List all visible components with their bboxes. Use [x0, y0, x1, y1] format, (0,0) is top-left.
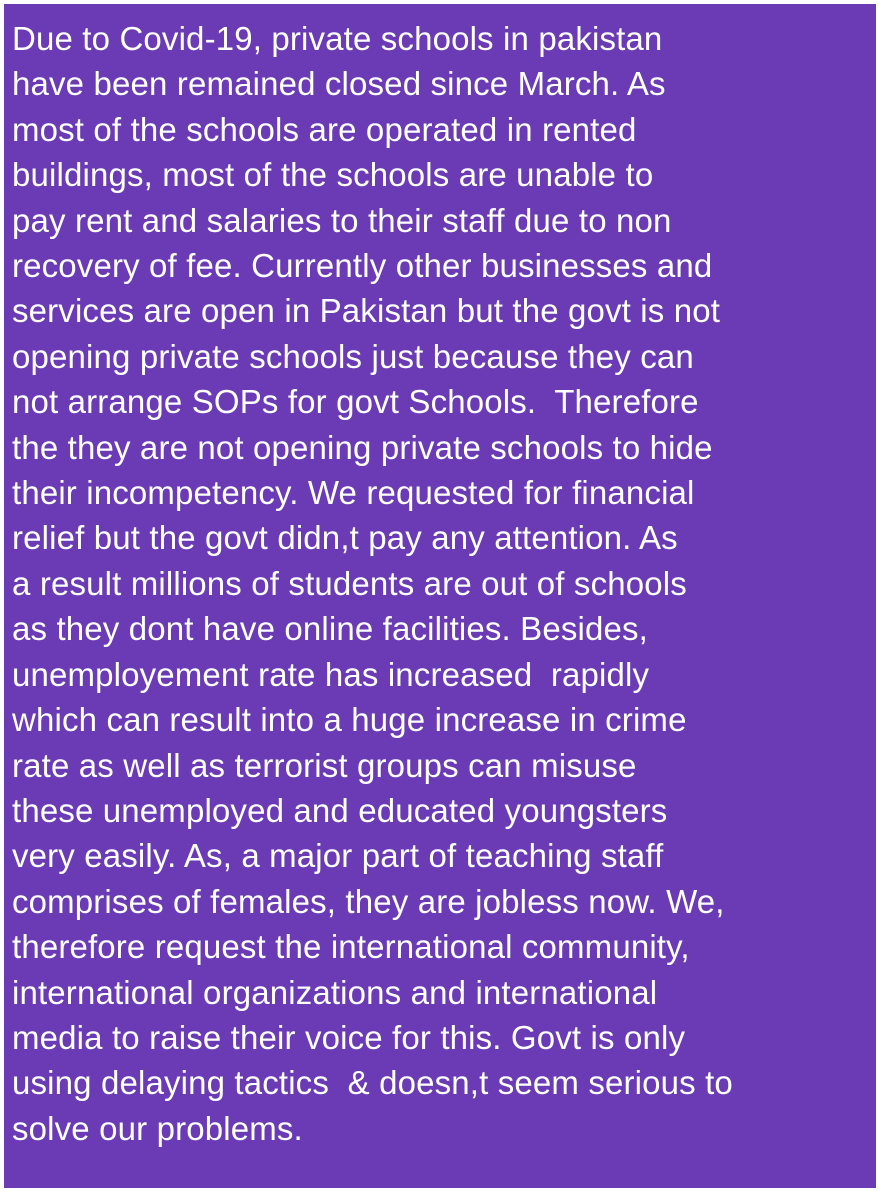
text-line-25: solve our problems. — [12, 1109, 303, 1147]
text-line-18: these unemployed and educated youngsters — [12, 791, 668, 829]
text-line-1: Due to Covid-19, private schools in pakistan — [12, 20, 663, 57]
text-line-5: pay rent and salaries to their staff due to non — [12, 201, 672, 239]
text-line-14: as they dont have online facilities. Besides, — [12, 610, 648, 648]
text-line-20: comprises of females, they are jobless now. We, — [12, 882, 725, 920]
message-text — [12, 16, 874, 1151]
purple-text-panel — [4, 4, 876, 1188]
text-line-23: media to raise their voice for this. Govt is only — [12, 1018, 686, 1056]
text-line-6: recovery of fee. Currently other businesses and — [12, 247, 713, 285]
text-line-24: using delaying tactics & doesn,t seem serious to — [12, 1064, 733, 1102]
text-line-8: opening private schools just because they can — [12, 337, 694, 375]
text-line-10: the they are not opening private schools to hide — [12, 428, 713, 466]
text-line-22: international organizations and international — [12, 973, 658, 1011]
text-line-21: therefore request the international community, — [12, 928, 690, 966]
text-line-19: very easily. As, a major part of teaching staff — [12, 837, 664, 875]
text-line-2: have been remained closed since March. As — [12, 65, 666, 103]
text-line-3: most of the schools are operated in rented — [12, 110, 637, 148]
text-line-15: unemployement rate has increased rapidly — [12, 655, 650, 693]
text-line-13: a result millions of students are out of schools — [12, 564, 687, 602]
text-line-9: not arrange SOPs for govt Schools. Therefore — [12, 383, 699, 421]
text-line-16: which can result into a huge increase in crime — [12, 701, 687, 739]
text-line-12: relief but the govt didn,t pay any attention. As — [12, 519, 678, 557]
text-line-4: buildings, most of the schools are unable to — [12, 156, 654, 194]
text-line-17: rate as well as terrorist groups can misuse — [12, 746, 637, 784]
text-line-7: services are open in Pakistan but the govt is not — [12, 292, 721, 330]
text-line-11: their incompetency. We requested for financial — [12, 474, 695, 512]
